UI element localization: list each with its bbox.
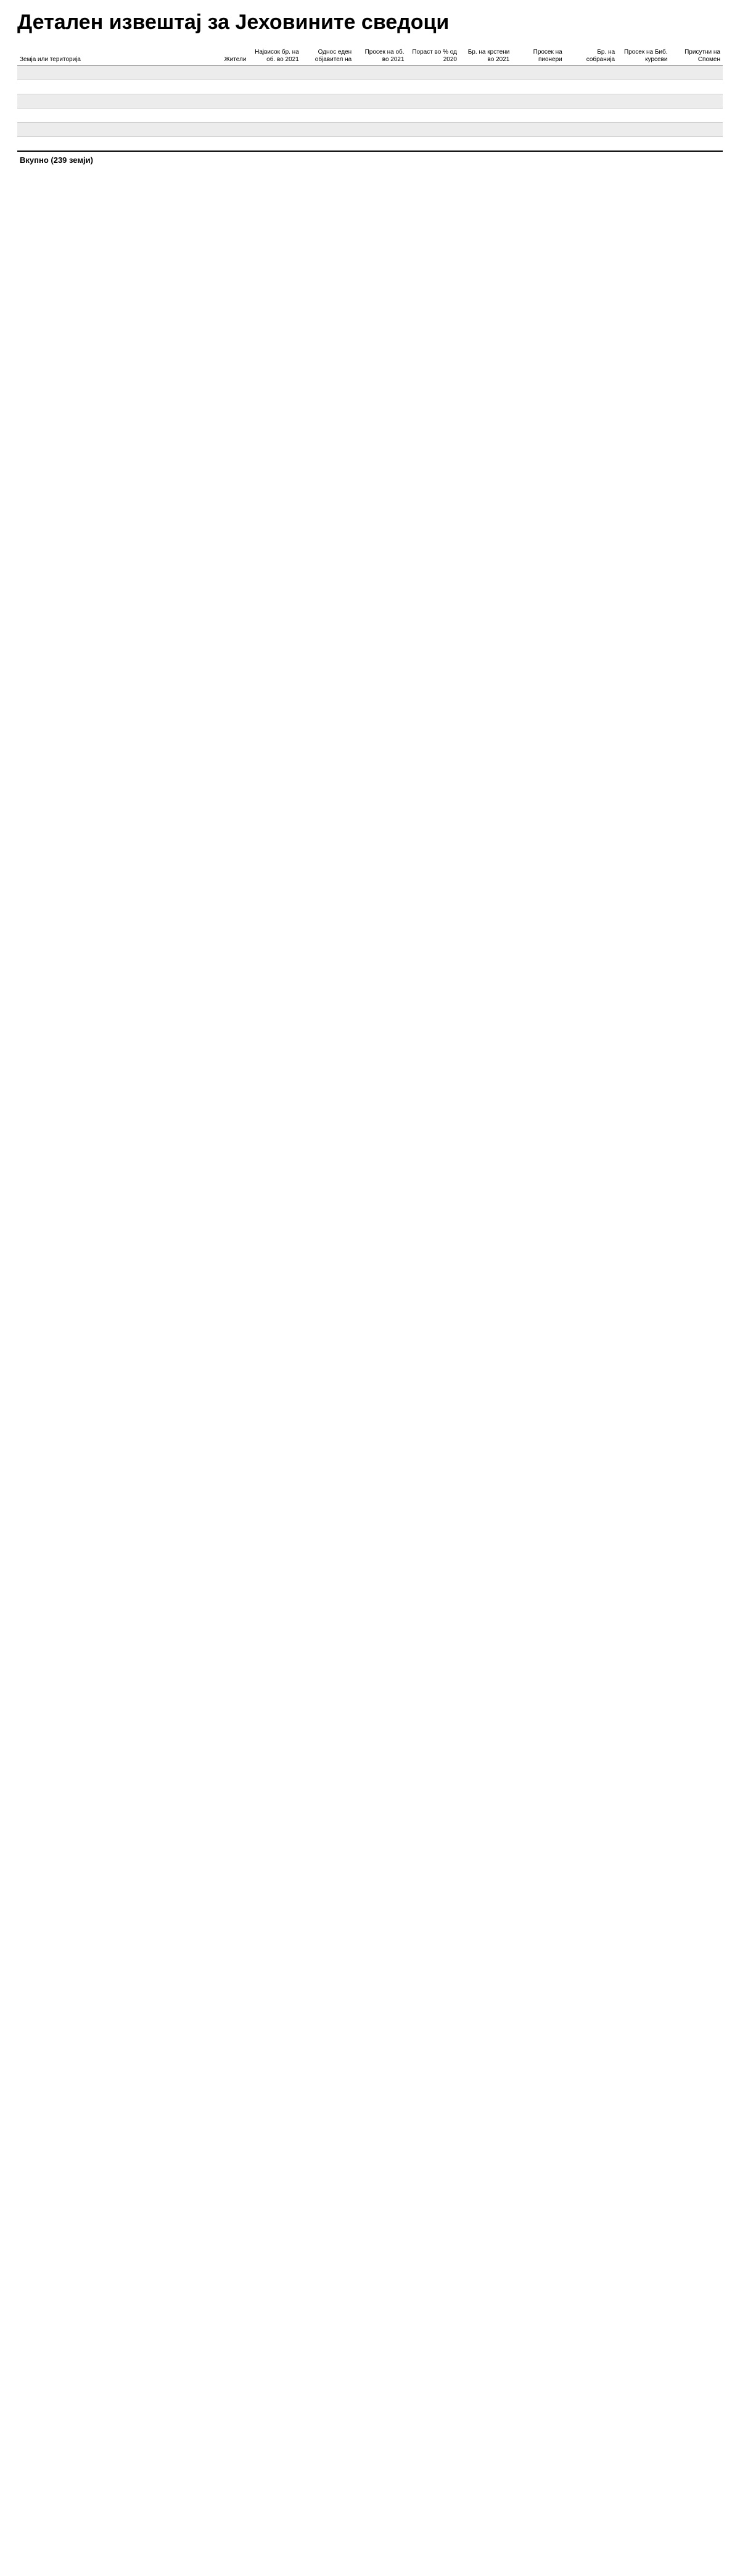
column-header: Просек на Биб. курсеви	[617, 47, 670, 66]
table-block	[17, 47, 723, 168]
column-header: Бр. на собранија	[565, 47, 617, 66]
report-table	[17, 47, 723, 168]
column-header: Просек на об. во 2021	[354, 47, 406, 66]
column-header: Пораст во % од 2020	[407, 47, 459, 66]
column-header: Бр. на крстени во 2021	[459, 47, 512, 66]
column-header: Просек на пионери	[512, 47, 564, 66]
column-header: Жители	[196, 47, 249, 66]
total-row	[17, 151, 723, 168]
total-label: Вкупно (239 земји)	[17, 151, 196, 168]
header-row	[17, 47, 723, 66]
column-header: Однос еден објавител на	[302, 47, 354, 66]
column-header: Присутни на Спомен	[670, 47, 723, 66]
page-title: Детален извештај за Јеховините сведоци	[17, 10, 450, 34]
column-header: Највисок бр. на об. во 2021	[249, 47, 301, 66]
column-header: Земја или територија	[17, 47, 196, 66]
